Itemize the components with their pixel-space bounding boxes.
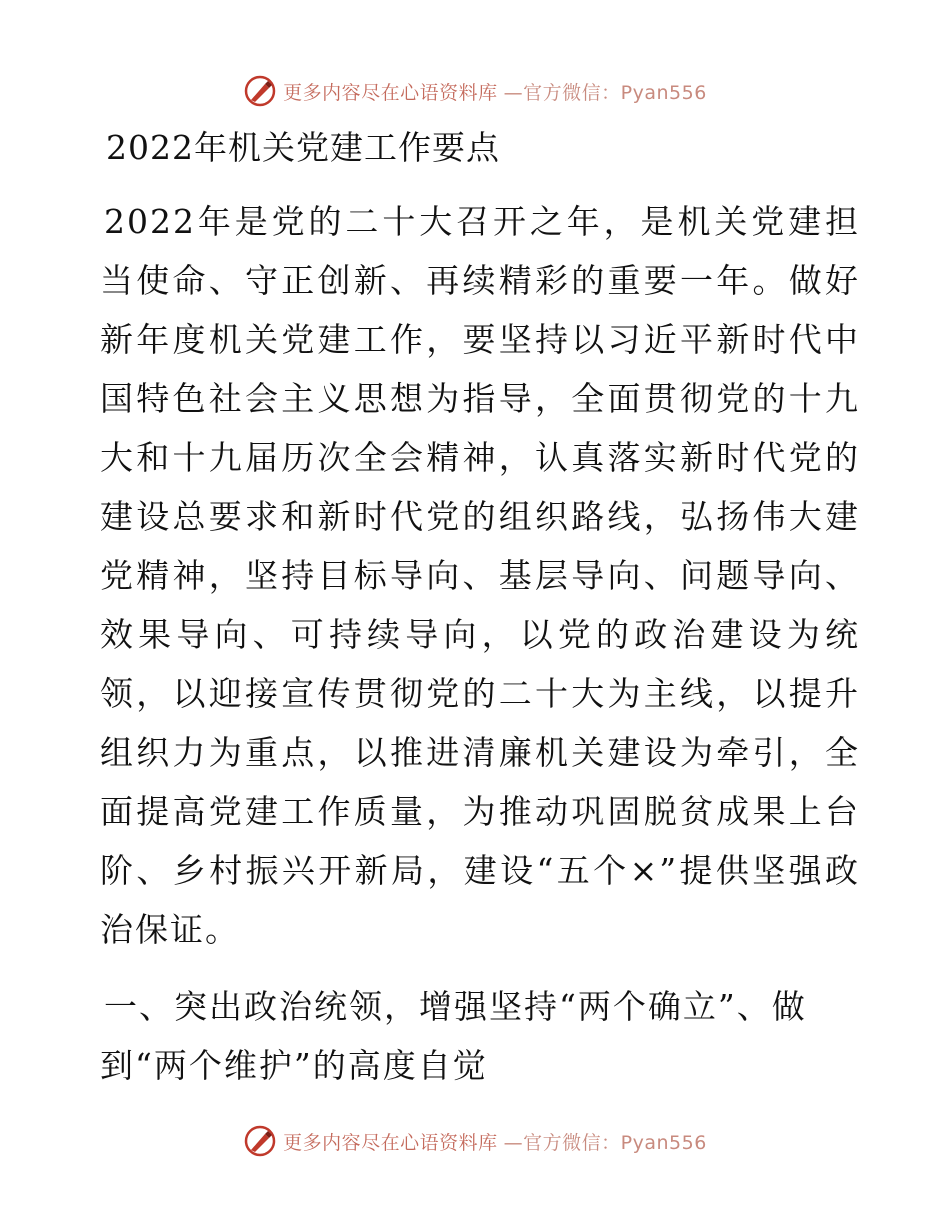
watermark-footer	[0, 1124, 950, 1158]
watermark-header	[0, 74, 950, 108]
section-1-heading: 一、突出政治统领，增强坚持“两个确立”、做到“两个维护”的高度自觉	[100, 987, 807, 1085]
intro-paragraph: 2022年是党的二十大召开之年，是机关党建担当使命、守正创新、再续精彩的重要一年。做好新年度机关党建工作，要坚持以习近平新时代中国特色社会主义思想为指导，全面贯彻党的十九大和十九届历次全会精神，认真落实新时代党的建设总要求和新时代党的组织路线，弘扬伟大建党精神，坚持目标导向、基层导向、问题导向、效果导向、可持续导向，以党的政治建设为统领，以迎接宣传贯彻党的二十大为主线，以提升组织力为重点，以推进清廉机关建设为牵引，全面提高党建工作质量，为推动巩固脱贫成果上台阶、乡村振兴开新局，建设“五个×”提供坚强政治保证。	[100, 202, 860, 949]
watermark-main-text: 更多内容尽在心语资料库	[283, 1131, 498, 1154]
watermark-sub-text: —官方微信：Pyan556	[503, 81, 707, 104]
watermark-sub-text: —官方微信：Pyan556	[503, 1131, 707, 1154]
document-title: 2022年机关党建工作要点	[106, 128, 500, 167]
pen-logo-icon	[243, 1124, 277, 1158]
document-body	[100, 118, 860, 1095]
pen-logo-icon	[243, 74, 277, 108]
watermark-main-text: 更多内容尽在心语资料库	[283, 81, 498, 104]
